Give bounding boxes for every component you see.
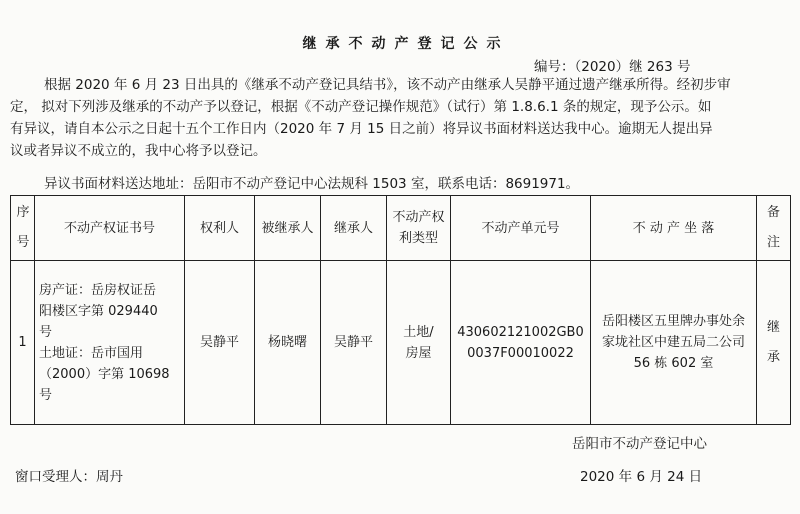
- header-unit-no: 不动产单元号: [451, 196, 591, 261]
- header-owner: 权利人: [185, 196, 255, 261]
- cert-line: 号: [39, 387, 53, 403]
- header-seq: 序号: [11, 196, 35, 261]
- cell-owner: 吴静平: [185, 261, 255, 425]
- header-remark: 备注: [757, 196, 791, 261]
- header-location: 不 动 产 坐 落: [591, 196, 757, 261]
- right-type-line: 房屋: [405, 345, 432, 361]
- notice-paragraph: [10, 74, 800, 162]
- document-number: 编号：（2020）继 263 号: [534, 59, 691, 75]
- issue-date: 2020 年 6 月 24 日: [580, 469, 703, 485]
- issuer-name: 岳阳市不动产登记中心: [572, 436, 707, 452]
- cell-remark: 继承: [757, 261, 791, 425]
- header-deceased: 被继承人: [255, 196, 321, 261]
- cert-line: 土地证：岳市国用: [39, 345, 144, 361]
- header-right-type: 不动产权利类型: [387, 196, 451, 261]
- unit-no-line: 0037F00010022: [467, 345, 574, 361]
- cell-cert: [35, 261, 185, 425]
- location-line: 56 栋 602 室: [633, 356, 714, 371]
- cell-right-type: [387, 261, 451, 425]
- location-line: 家垅社区中建五局二公司: [601, 335, 745, 350]
- header-cert: 不动产权证书号: [35, 196, 185, 261]
- location-line: 岳阳楼区五里牌办事处余: [601, 314, 745, 329]
- objection-address: 异议书面材料送达地址：岳阳市不动产登记中心法规科 1503 室，联系电话：8691971。: [44, 176, 580, 192]
- table-row: [11, 261, 791, 425]
- header-heir: 继承人: [321, 196, 387, 261]
- notice-title: 继承不动产登记公示: [302, 36, 510, 52]
- cell-location: [591, 261, 757, 425]
- right-type-line: 土地/: [403, 324, 434, 340]
- paragraph-line: 有异议，请自本公示之日起十五个工作日内（2020 年 7 月 15 日之前）将异议书面材料送达我中心。逾期无人提出异: [10, 121, 713, 137]
- paragraph-line: 定， 拟对下列涉及继承的不动产予以登记，根据《不动产登记操作规范》（试行）第 1.8.6.1 条的规定，现予公示。如: [10, 99, 712, 115]
- cert-line: （2000）字第 10698: [39, 366, 170, 382]
- window-receiver: 窗口受理人：周丹: [15, 469, 123, 485]
- unit-no-line: 430602121002GB0: [457, 324, 584, 340]
- registration-table: [10, 195, 791, 425]
- cell-seq: 1: [11, 261, 35, 425]
- cert-line: 号: [39, 324, 53, 340]
- cell-unit-no: [451, 261, 591, 425]
- cert-line: 房产证：岳房权证岳: [39, 282, 157, 298]
- table-header-row: [11, 196, 791, 261]
- cert-line: 阳楼区字第 029440: [39, 303, 158, 319]
- cell-heir: 吴静平: [321, 261, 387, 425]
- paragraph-line: 议或者异议不成立的，我中心将予以登记。: [10, 143, 267, 159]
- cell-deceased: 杨晓曙: [255, 261, 321, 425]
- paragraph-line: 根据 2020 年 6 月 23 日出具的《继承不动产登记具结书》，该不动产由继承人吴静平通过遗产继承所得。经初步审: [44, 77, 731, 93]
